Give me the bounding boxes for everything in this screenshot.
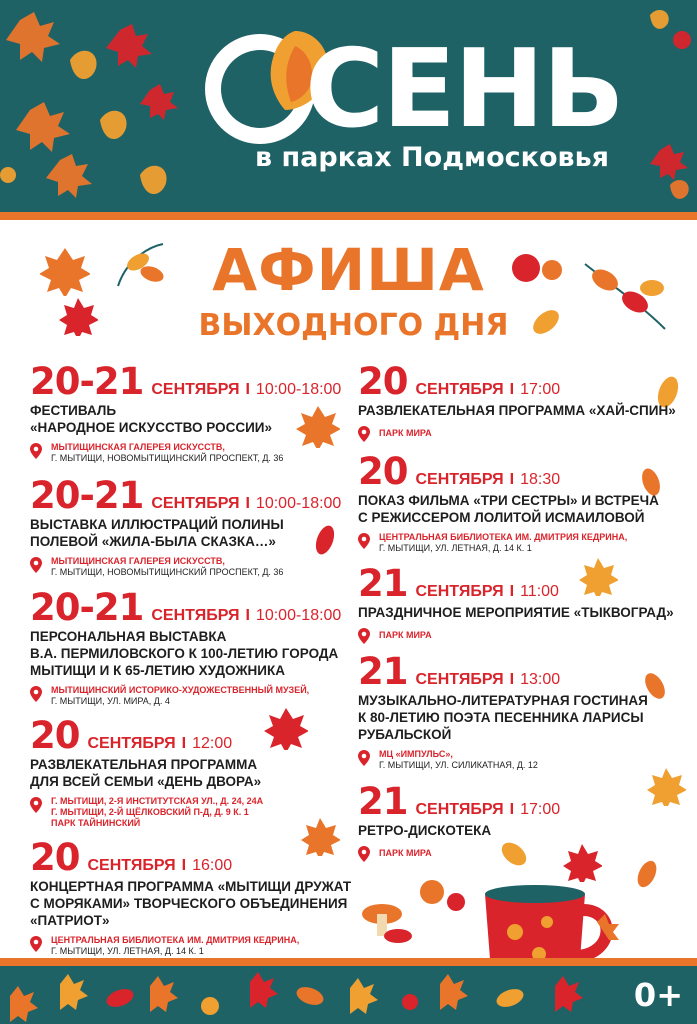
location-pin-icon — [358, 846, 370, 862]
location-name: ПАРК МИРА — [379, 428, 432, 438]
logo — [205, 20, 675, 150]
location-name: МЫТИЩИНСКАЯ ГАЛЕРЕЯ ИСКУССТВ, — [51, 442, 225, 452]
leaf-icon — [632, 856, 662, 892]
maple-leaf-icon — [646, 766, 686, 806]
event-month: СЕНТЯБРЯ — [415, 801, 504, 818]
location-name: ЦЕНТРАЛЬНАЯ БИБЛИОТЕКА ИМ. ДМИТРИЯ КЕДРИНА, — [51, 935, 300, 945]
event-month: СЕНТЯБРЯ — [415, 471, 504, 488]
event-separator: I — [509, 801, 515, 818]
location-name: ПАРК МИРА — [379, 848, 432, 858]
location-name: ПАРК ТАЙНИНСКИЙ — [51, 818, 141, 828]
event-description-line: ПОКАЗ ФИЛЬМА «ТРИ СЕСТРЫ» И ВСТРЕЧА — [358, 493, 659, 508]
maple-leaf-icon — [264, 706, 308, 750]
event-month: СЕНТЯБРЯ — [87, 735, 176, 752]
event-header — [358, 450, 659, 493]
event-header — [358, 780, 561, 823]
location-pin-icon — [30, 557, 42, 573]
event-description-line: РЕТРО-ДИСКОТЕКА — [358, 823, 492, 838]
event-header — [30, 836, 351, 879]
event-description-line: ПРАЗДНИЧНОЕ МЕРОПРИЯТИЕ «ТЫКВОГРАД» — [358, 605, 674, 620]
event-description — [30, 516, 341, 550]
event-description-line: ФЕСТИВАЛЬ — [30, 403, 117, 418]
event-date: 20 — [30, 714, 80, 757]
location-name: МЦ «ИМПУЛЬС», — [379, 749, 453, 759]
event-location — [358, 845, 560, 862]
location-address: Г. МЫТИЩИ, УЛ. СИЛИКАТНАЯ, Д. 12 — [379, 760, 538, 770]
poster-subtitle: ВЫХОДНОГО ДНЯ — [198, 308, 509, 343]
event-location — [358, 425, 676, 442]
event-card — [30, 586, 341, 707]
event-header — [30, 586, 342, 629]
event-card — [30, 360, 341, 464]
event-separator: I — [509, 381, 515, 398]
acorn-icon — [510, 248, 566, 288]
event-location — [30, 935, 351, 957]
event-description-line: С РЕЖИССЕРОМ ЛОЛИТОЙ ИСМАИЛОВОЙ — [358, 510, 645, 525]
event-card — [358, 650, 648, 771]
event-separator: I — [181, 857, 187, 874]
event-description — [30, 402, 341, 436]
event-location — [358, 749, 648, 771]
event-description — [30, 878, 351, 929]
leaf-icon — [528, 304, 564, 340]
event-description-line: В.А. ПЕРМИЛОВСКОГО К 100-ЛЕТИЮ ГОРОДА — [30, 646, 339, 661]
event-description-line: МУЗЫКАЛЬНО-ЛИТЕРАТУРНАЯ ГОСТИНАЯ — [358, 693, 648, 708]
location-name: ПАРК МИРА — [379, 630, 432, 640]
event-description-line: К 80-ЛЕТИЮ ПОЭТА ПЕСЕННИКА ЛАРИСЫ — [358, 710, 644, 725]
location-name: МЫТИЩИНСКАЯ ГАЛЕРЕЯ ИСКУССТВ, — [51, 556, 225, 566]
location-address: Г. МЫТИЩИ, НОВОМЫТИЩИНСКИЙ ПРОСПЕКТ, Д. 36 — [51, 567, 284, 577]
footer-banner — [0, 966, 697, 1024]
event-date: 20-21 — [30, 474, 144, 517]
location-address: Г. МЫТИЩИ, УЛ. ЛЕТНАЯ, Д. 14 К. 1 — [51, 946, 204, 956]
event-location — [30, 442, 341, 464]
leaf-branch-icon — [108, 236, 168, 296]
location-address: Г. МЫТИЩИ, 2-Я ИНСТИТУТСКАЯ УЛ., Д. 24, 24А — [51, 796, 264, 806]
header-stripe — [0, 212, 697, 220]
header-subtitle: в парках Подмосковья — [255, 142, 609, 173]
event-location — [358, 532, 659, 554]
event-location — [30, 796, 263, 829]
event-date: 20 — [358, 450, 408, 493]
event-header — [30, 474, 342, 517]
event-separator: I — [245, 607, 250, 624]
event-time: 10:00-18:00 — [255, 495, 342, 512]
event-separator: I — [181, 735, 187, 752]
event-time: 18:30 — [520, 471, 561, 488]
event-time: 12:00 — [192, 735, 233, 752]
event-description-line: ДЛЯ ВСЕЙ СЕМЬИ «ДЕНЬ ДВОРА» — [30, 774, 262, 789]
event-description-line: «НАРОДНОЕ ИСКУССТВО РОССИИ» — [30, 420, 273, 435]
location-name: ЦЕНТРАЛЬНАЯ БИБЛИОТЕКА ИМ. ДМИТРИЯ КЕДРИНА, — [379, 532, 628, 542]
event-description — [358, 492, 659, 526]
footer-stripe — [0, 958, 697, 966]
maple-leaf-icon — [40, 246, 90, 296]
event-separator: I — [245, 381, 250, 398]
location-address: Г. МЫТИЩИ, НОВОМЫТИЩИНСКИЙ ПРОСПЕКТ, Д. 36 — [51, 453, 284, 463]
event-time: 10:00-18:00 — [255, 607, 342, 624]
event-month: СЕНТЯБРЯ — [415, 381, 504, 398]
event-separator: I — [245, 495, 250, 512]
event-card — [358, 780, 560, 862]
event-description-line: РАЗВЛЕКАТЕЛЬНАЯ ПРОГРАММА — [30, 757, 258, 772]
event-description-line: «ПАТРИОТ» — [30, 913, 110, 928]
event-time: 16:00 — [192, 857, 233, 874]
event-location — [358, 627, 674, 644]
event-header — [358, 650, 648, 693]
event-description-line: ВЫСТАВКА ИЛЛЮСТРАЦИЙ ПОЛИНЫ — [30, 517, 284, 532]
event-description — [358, 402, 676, 419]
event-date: 21 — [358, 780, 408, 823]
mushroom-acorn-icon — [352, 872, 472, 952]
event-description-line: МЫТИЩИ И К 65-ЛЕТИЮ ХУДОЖНИКА — [30, 663, 285, 678]
event-card — [30, 714, 263, 829]
event-card — [358, 360, 676, 442]
event-header — [358, 562, 674, 605]
event-month: СЕНТЯБРЯ — [415, 671, 504, 688]
event-date: 20 — [358, 360, 408, 403]
event-month: СЕНТЯБРЯ — [151, 495, 240, 512]
location-pin-icon — [30, 443, 42, 459]
event-description-line: РАЗВЛЕКАТЕЛЬНАЯ ПРОГРАММА «ХАЙ-СПИН» — [358, 403, 676, 418]
location-pin-icon — [30, 936, 42, 952]
location-pin-icon — [358, 533, 370, 549]
event-month: СЕНТЯБРЯ — [151, 607, 240, 624]
location-pin-icon — [358, 426, 370, 442]
event-header — [30, 360, 342, 403]
location-address: Г. МЫТИЩИ, УЛ. ЛЕТНАЯ, Д. 14 К. 1 — [379, 543, 532, 553]
event-card — [30, 474, 341, 578]
event-time: 13:00 — [520, 671, 561, 688]
maple-leaf-icon — [562, 842, 602, 882]
event-time: 10:00-18:00 — [255, 381, 342, 398]
location-pin-icon — [30, 797, 42, 813]
event-month: СЕНТЯБРЯ — [415, 583, 504, 600]
event-separator: I — [509, 583, 515, 600]
event-separator: I — [509, 471, 515, 488]
event-description — [30, 756, 263, 790]
event-description — [30, 628, 341, 679]
location-address: Г. МЫТИЩИ, 2-Й ЩЁЛКОВСКИЙ П-Д, Д. 9 К. 1 — [51, 807, 249, 817]
event-time: 17:00 — [520, 801, 561, 818]
event-location — [30, 685, 341, 707]
event-card — [358, 450, 659, 554]
event-date: 21 — [358, 650, 408, 693]
event-header — [30, 714, 263, 757]
maple-leaf-icon — [58, 296, 98, 336]
autumn-leaves-decoration — [0, 966, 697, 1024]
event-date: 20-21 — [30, 360, 144, 403]
event-card — [30, 836, 351, 957]
event-description-line: ПОЛЕВОЙ «ЖИЛА-БЫЛА СКАЗКА…» — [30, 534, 276, 549]
location-pin-icon — [358, 628, 370, 644]
event-date: 20 — [30, 836, 80, 879]
event-month: СЕНТЯБРЯ — [151, 381, 240, 398]
event-description-line: ПЕРСОНАЛЬНАЯ ВЫСТАВКА — [30, 629, 227, 644]
event-time: 11:00 — [520, 583, 559, 600]
location-address: Г. МЫТИЩИ, УЛ. МИРА, Д. 4 — [51, 696, 170, 706]
event-description — [358, 692, 648, 743]
event-card — [358, 562, 674, 644]
event-description — [358, 604, 674, 621]
event-location — [30, 556, 341, 578]
event-date: 21 — [358, 562, 408, 605]
location-pin-icon — [358, 750, 370, 766]
event-description-line: РУБАЛЬСКОЙ — [358, 727, 452, 742]
leaf-branch-icon — [580, 254, 670, 334]
header-banner — [0, 0, 697, 212]
location-pin-icon — [30, 686, 42, 702]
event-time: 17:00 — [520, 381, 561, 398]
event-description-line: С МОРЯКАМИ» ТВОРЧЕСКОГО ОБЪЕДИНЕНИЯ — [30, 896, 348, 911]
location-name: МЫТИЩИНСКИЙ ИСТОРИКО-ХУДОЖЕСТВЕННЫЙ МУЗЕЙ, — [51, 685, 310, 695]
event-separator: I — [509, 671, 515, 688]
age-rating-badge: 0+ — [633, 976, 683, 1014]
logo-word: СЕНЬ — [305, 27, 623, 152]
event-month: СЕНТЯБРЯ — [87, 857, 176, 874]
event-header — [358, 360, 676, 403]
event-date: 20-21 — [30, 586, 144, 629]
event-description — [358, 822, 560, 839]
event-description-line: КОНЦЕРТНАЯ ПРОГРАММА «МЫТИЩИ ДРУЖАТ — [30, 879, 352, 894]
poster-title: АФИША — [212, 236, 485, 304]
